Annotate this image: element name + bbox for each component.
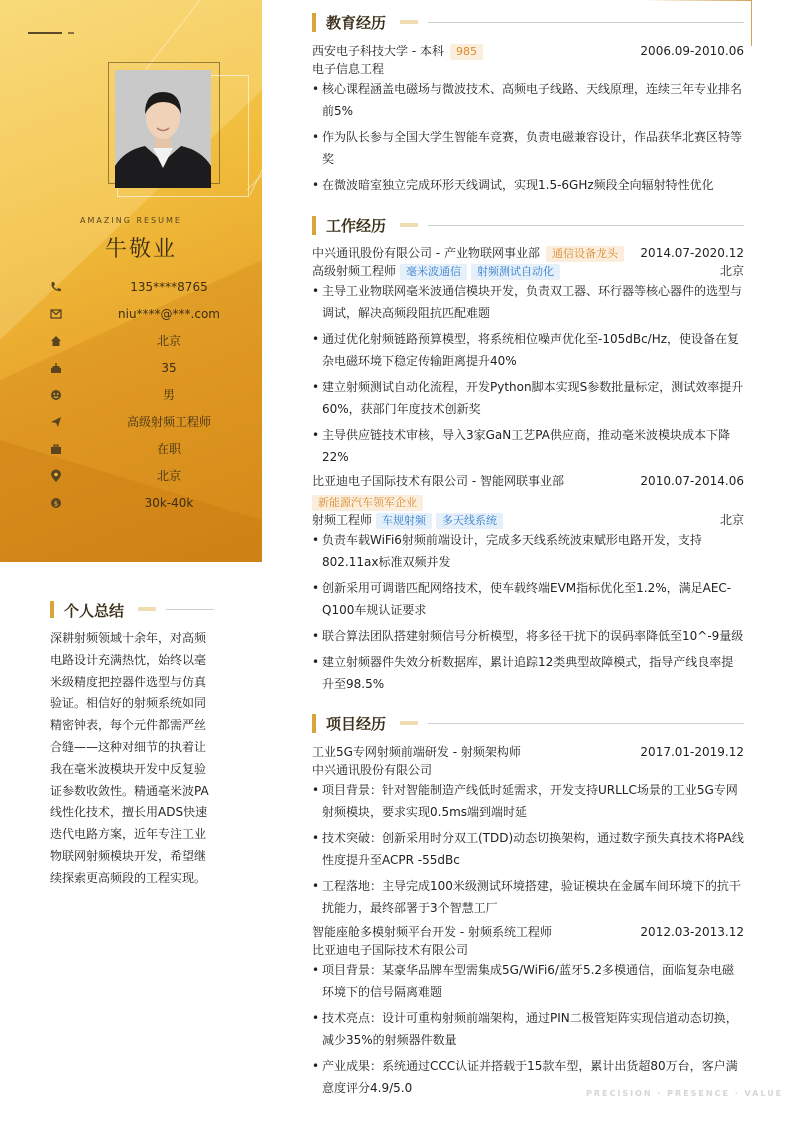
job-company-row — [312, 472, 744, 490]
section-pill — [400, 20, 418, 24]
phone-icon — [48, 279, 64, 295]
job-period: 2014.07-2020.12 — [640, 246, 744, 260]
work-title: 工作经历 — [326, 217, 387, 235]
mail-icon — [48, 306, 64, 322]
info-email: niu****@***.com — [48, 304, 278, 324]
info-status: 在职 — [48, 439, 278, 459]
info-location: 北京 — [48, 466, 278, 486]
projects-title: 项目经历 — [326, 715, 387, 733]
project-org: 比亚迪电子国际技术有限公司 — [312, 943, 469, 957]
education-school-row — [312, 42, 744, 60]
project-name: 智能座舱多模射频平台开发 - 射频系统工程师 — [312, 925, 552, 939]
education-title: 教育经历 — [326, 14, 387, 32]
cake-icon — [48, 360, 64, 376]
location-icon — [48, 468, 64, 484]
job-role: 高级射频工程师 — [312, 264, 397, 278]
info-salary: $ 30k-40k — [48, 493, 278, 513]
footer-watermark: PRECISION · PRESENCE · VALUE — [586, 1089, 784, 1098]
education-period: 2006.09-2010.06 — [640, 44, 744, 58]
role-tag: 车规射频 — [376, 513, 432, 529]
company-tag: 通信设备龙头 — [546, 246, 624, 262]
section-pill — [138, 607, 156, 611]
svg-text:$: $ — [53, 499, 59, 508]
job-role-row — [312, 262, 744, 280]
role-tag: 射频测试自动化 — [471, 264, 560, 280]
gender-icon — [48, 387, 64, 403]
info-home: 北京 — [48, 331, 278, 351]
project-period: 2012.03-2013.12 — [640, 925, 744, 939]
section-bar — [312, 13, 316, 32]
summary-title: 个人总结 — [64, 602, 125, 620]
section-bar — [50, 601, 54, 618]
role-tag: 多天线系统 — [436, 513, 503, 529]
info-phone: 135****8765 — [48, 277, 278, 297]
candidate-name: 牛敬业 — [104, 237, 177, 262]
project-name: 工业5G专网射频前端研发 - 射频架构师 — [312, 745, 521, 759]
info-gender: 男 — [48, 385, 278, 405]
section-divider — [428, 723, 744, 724]
project-org: 中兴通讯股份有限公司 — [312, 763, 433, 777]
company-tag: 新能源汽车领军企业 — [312, 495, 423, 511]
job-city: 北京 — [719, 264, 744, 278]
projects-header — [312, 713, 744, 735]
project-name-row — [312, 743, 744, 761]
avatar — [115, 70, 211, 188]
section-divider — [428, 225, 744, 226]
job-company: 比亚迪电子国际技术有限公司 - 智能网联事业部 — [312, 474, 564, 488]
section-pill — [400, 223, 418, 227]
section-pill — [400, 721, 418, 725]
sidebar-dash-small — [68, 32, 74, 34]
info-position: 高级射频工程师 — [48, 412, 278, 432]
education-major: 电子信息工程 — [312, 62, 385, 76]
company-tag-row — [312, 493, 744, 511]
info-age: 35 — [48, 358, 278, 378]
work-header — [312, 215, 744, 237]
send-icon — [48, 414, 64, 430]
briefcase-icon — [48, 441, 64, 457]
education-header — [312, 12, 744, 34]
sidebar-dash — [28, 32, 62, 34]
section-divider — [166, 609, 214, 610]
school-tag: 985 — [450, 44, 483, 60]
project-name-row — [312, 923, 744, 941]
summary-header — [50, 600, 230, 620]
section-divider — [428, 22, 744, 23]
job-company-row — [312, 244, 744, 262]
job-period: 2010.07-2014.06 — [640, 474, 744, 488]
summary-text: 深耕射频领域十余年，对高频电路设计充满热忱，始终以毫米级精度把控器件选型与仿真验证。相信好的射频系统如同精密钟表，每个元件都需严丝合缝——这种对细节的执着让我在毫米波模块开发中反复验证参数收敛性。精通毫米波PA线性化技术，擅长用ADS快速迭代电路方案，近年专注工业物联网射频模块开发，希望继续探索更高频段的工程实现。 — [50, 631, 209, 885]
role-tag: 毫米波通信 — [400, 264, 467, 280]
job-city: 北京 — [719, 513, 744, 527]
salary-icon — [48, 495, 64, 511]
school-name: 西安电子科技大学 - 本科 — [312, 44, 444, 58]
job-role-row — [312, 511, 744, 529]
home-icon — [48, 333, 64, 349]
job-company: 中兴通讯股份有限公司 - 产业物联网事业部 — [312, 246, 540, 260]
resume-tagline: AMAZING RESUME — [80, 216, 182, 225]
section-bar — [312, 216, 316, 235]
section-bar — [312, 714, 316, 733]
job-role: 射频工程师 — [312, 513, 373, 527]
project-period: 2017.01-2019.12 — [640, 745, 744, 759]
